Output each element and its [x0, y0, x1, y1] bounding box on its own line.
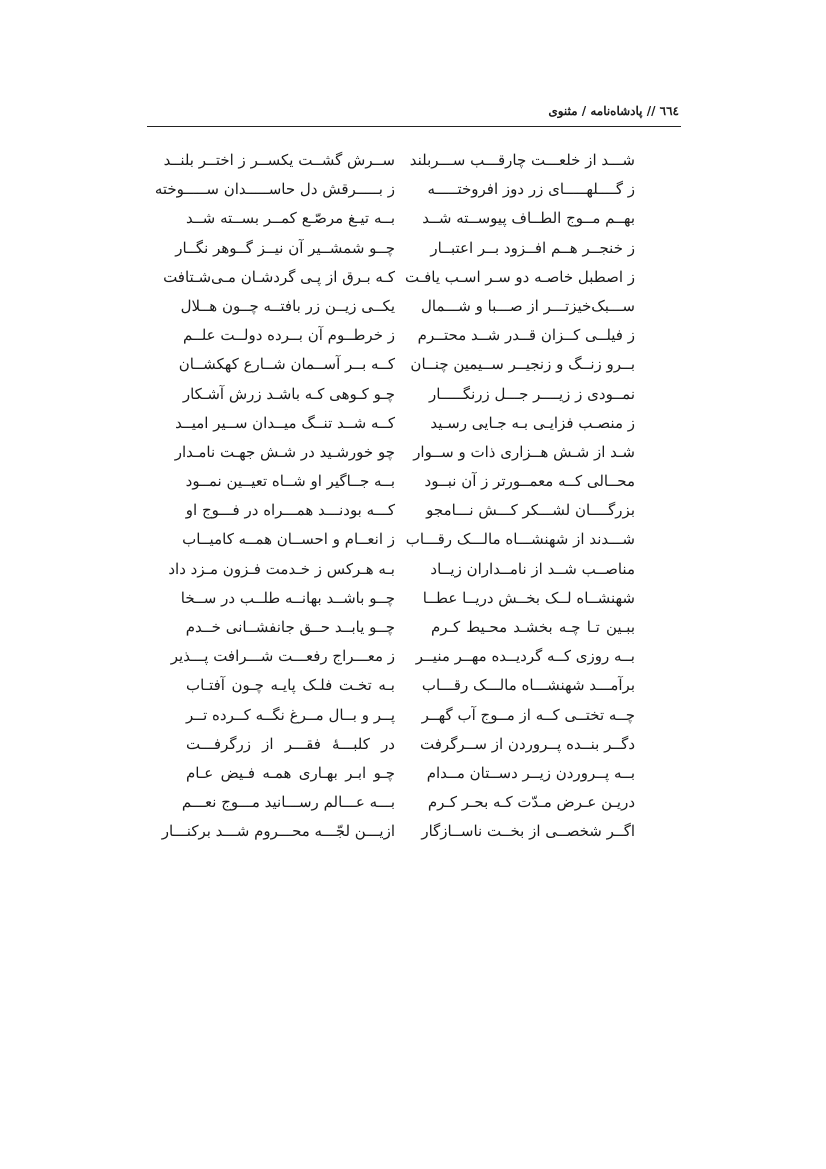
couplet	[0, 410, 826, 439]
second-hemistich: یکــی زیــن زر بافتــه چــون هــلال	[180, 296, 395, 315]
couplet	[0, 176, 826, 205]
second-hemistich: پــر و بــال مــرغ نگــه کــرده تــر	[186, 705, 395, 724]
running-header	[147, 98, 681, 127]
second-hemistich: بــه تیـغ مرصّـع کمــر بســته شــد	[186, 209, 395, 228]
second-hemistich: چــو باشــد بهانــه طلــب در ســخا	[180, 588, 395, 607]
first-hemistich: بزرگــــان لشـــکر کـــش نـــامجو	[426, 501, 635, 520]
first-hemistich: شهنشــاه لــک بخــش دریــا عطــا	[422, 588, 635, 607]
second-hemistich: چــو شمشــیر آن نیــز گــوهر نگــار	[175, 238, 395, 257]
header-text: ٦٦٤ // پادشاه‌نامه / مثنوی	[548, 104, 679, 118]
second-hemistich: بـه تخـت فلـک پایـه چـون آفتـاب	[186, 676, 395, 695]
couplet	[0, 818, 826, 847]
couplet	[0, 322, 826, 351]
first-hemistich: ز گــــلهـــــای زر دوز افروختـــــه	[427, 180, 635, 199]
second-hemistich: بـه هـرکس ز خـدمت فـزون مـزد داد	[168, 559, 395, 578]
couplet	[0, 497, 826, 526]
couplet	[0, 526, 826, 555]
couplet	[0, 147, 826, 176]
first-hemistich: دگــر بنــده پــروردن از ســرگرفت	[420, 734, 635, 753]
couplet	[0, 672, 826, 701]
couplet	[0, 731, 826, 760]
couplet	[0, 439, 826, 468]
couplet	[0, 585, 826, 614]
second-hemistich: کــه شــد تنــگ میــدان ســیر امیــد	[175, 413, 395, 432]
first-hemistich: ز منصـب فزایـی بـه جـایی رسـید	[430, 413, 635, 432]
couplet	[0, 643, 826, 672]
first-hemistich: ز خنجــر هــم افــزود بــر اعتبــار	[430, 238, 635, 257]
second-hemistich: ز انعــام و احســان همــه کامیــاب	[182, 530, 395, 549]
couplet	[0, 293, 826, 322]
couplet	[0, 264, 826, 293]
second-hemistich: ســرش گشــت یکســر ز اختــر بلنــد	[163, 151, 395, 169]
second-hemistich: چـو ابـر بهـاری همـه فـیض عـام	[186, 763, 395, 782]
second-hemistich: چو خورشـید در شـش جهـت نامـدار	[174, 442, 395, 461]
second-hemistich: ز خرطــوم آن بــرده دولــت علــم	[182, 326, 395, 345]
couplet	[0, 789, 826, 818]
first-hemistich: برآمـــد شهنشـــاه مالـــک رقـــاب	[421, 676, 635, 695]
first-hemistich: ز فیلــی کــزان قــدر شــد محتــرم	[417, 326, 635, 345]
first-hemistich: ز اصطبل خاصـه دو سـر اسـب یافـت	[404, 267, 635, 286]
first-hemistich: بهــم مــوج الطــاف پیوســته شــد	[422, 209, 635, 228]
first-hemistich: بــه پــروردن زیــر دســتان مــدام	[426, 763, 635, 782]
second-hemistich: چـو کـوهی کـه باشـد زرش آشـکار	[182, 384, 395, 403]
couplet	[0, 468, 826, 497]
second-hemistich: ازیـــن لجّـــه محـــروم شـــد برکنـــار	[161, 822, 395, 841]
second-hemistich: کـه بـرق از پـی گردشـان مـی‌شـتافت	[163, 267, 395, 286]
second-hemistich: بـــه عـــالم رســـانید مـــوج نعـــم	[181, 793, 395, 812]
second-hemistich: کــه بــر آســمان شــارع کهکشــان	[178, 355, 395, 374]
first-hemistich: محــالی کــه معمــورتر ز آن نبــود	[424, 472, 635, 491]
first-hemistich: نمــودی ز زیــــر جـــل زرنگـــــار	[429, 384, 635, 403]
couplet	[0, 760, 826, 789]
second-hemistich: ز معـــراج رفعـــت شـــرافت پـــذیر	[170, 647, 395, 666]
second-hemistich: در کلبـــهٔ فقـــر از زرگرفـــت	[186, 734, 395, 753]
first-hemistich: ببـین تـا چـه بخشـد محـیط کـرم	[431, 618, 635, 636]
second-hemistich: بــه جــاگیر او شــاه تعیــین نمــود	[185, 472, 395, 491]
second-hemistich: چــو یابــد حــق جانفشــانی خــدم	[185, 618, 395, 636]
first-hemistich: شـد از شـش هــزاری ذات و ســوار	[413, 442, 635, 461]
first-hemistich: بــه روزی کــه گردیــده مهــر منیــر	[415, 647, 635, 666]
couplet	[0, 614, 826, 643]
second-hemistich: کـــه بودنـــد همـــراه در فـــوج او	[185, 501, 395, 520]
couplet	[0, 235, 826, 264]
first-hemistich: دریـن عـرض مـدّت کـه بحـر کـرم	[427, 793, 635, 812]
couplet	[0, 381, 826, 410]
first-hemistich: بــرو زنــگ و زنجیــر ســیمین چنــان	[410, 355, 635, 374]
couplet	[0, 205, 826, 234]
first-hemistich: چــه تختــی کــه از مــوج آب گهــر	[421, 705, 635, 724]
couplet	[0, 556, 826, 585]
couplet	[0, 702, 826, 731]
first-hemistich: شـــدند از شهنشـــاه مالـــک رقـــاب	[405, 530, 635, 549]
masnavi-poem	[0, 147, 826, 848]
first-hemistich: اگــر شخصــی از بخــت ناســازگار	[421, 822, 635, 841]
couplet	[0, 351, 826, 380]
second-hemistich: ز بـــــرقش دل حاســـــدان ســـــوخته	[154, 180, 395, 199]
first-hemistich: مناصــب شــد از نامــداران زیــاد	[430, 559, 635, 578]
first-hemistich: شـــد از خلعـــت چارقـــب ســـربلند	[409, 151, 635, 169]
first-hemistich: ســـبک‌خیزتـــر از صـــبا و شـــمال	[420, 296, 635, 315]
